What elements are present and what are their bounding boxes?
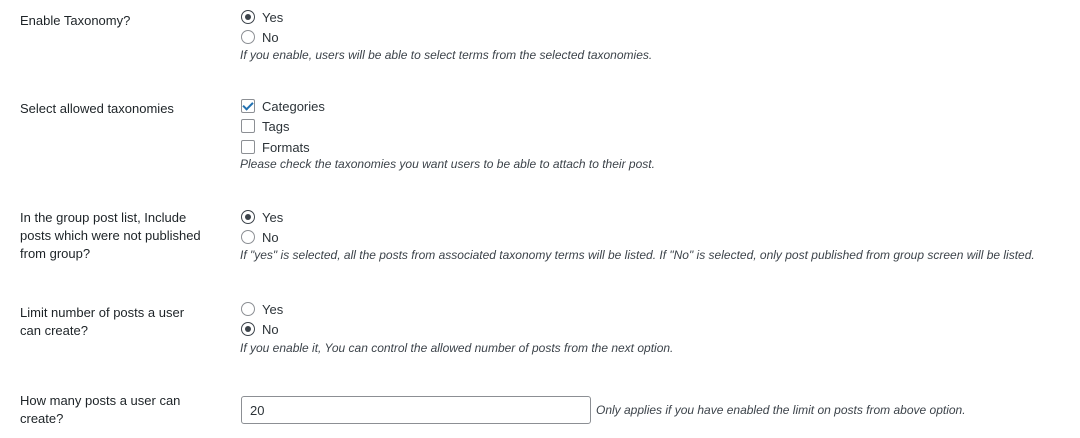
radio-button-checked[interactable] [241, 210, 255, 224]
posts-count-label [20, 392, 225, 428]
taxonomy-formats-option[interactable] [241, 138, 310, 156]
checkbox[interactable] [241, 140, 255, 154]
radio-button-checked[interactable] [241, 322, 255, 336]
posts-count-description: Only applies if you have enabled the limit on posts from above option. [596, 403, 966, 417]
checkbox-checked[interactable] [241, 99, 255, 113]
option-label: Formats [262, 139, 310, 155]
checkbox[interactable] [241, 119, 255, 133]
label-line: How many posts a user can [20, 393, 181, 408]
option-label: No [262, 321, 279, 337]
option-label: No [262, 229, 279, 245]
include-unpublished-no-option[interactable] [241, 228, 279, 246]
option-label: Tags [262, 118, 290, 134]
allowed-taxonomies-label: Select allowed taxonomies [20, 101, 174, 116]
taxonomy-tags-option[interactable] [241, 117, 289, 135]
label-line: can create? [20, 323, 88, 338]
limit-posts-description: If you enable it, You can control the allowed number of posts from the next option. [240, 341, 674, 355]
radio-button[interactable] [241, 302, 255, 316]
label-line: create? [20, 411, 64, 426]
enable-taxonomy-label: Enable Taxonomy? [20, 13, 131, 28]
radio-button-checked[interactable] [241, 10, 255, 24]
label-line: In the group post list, Include [20, 210, 187, 225]
enable-taxonomy-description: If you enable, users will be able to select terms from the selected taxonomies. [240, 48, 653, 62]
option-label: No [262, 29, 279, 45]
limit-posts-label [20, 304, 225, 340]
limit-posts-no-option[interactable] [241, 320, 279, 338]
posts-count-input[interactable] [241, 396, 591, 424]
radio-button[interactable] [241, 30, 255, 44]
enable-taxonomy-yes-option[interactable] [241, 8, 283, 26]
enable-taxonomy-no-option[interactable] [241, 28, 279, 46]
label-line: posts which were not published [20, 228, 201, 243]
include-unpublished-yes-option[interactable] [241, 208, 283, 226]
label-line: from group? [20, 246, 91, 261]
radio-button[interactable] [241, 230, 255, 244]
include-unpublished-description: If "yes" is selected, all the posts from associated taxonomy terms will be listed. If "No" is selected, only post published from group screen will be listed. [240, 248, 1035, 262]
option-label: Yes [262, 301, 284, 317]
label-line: Limit number of posts a user [20, 305, 185, 320]
option-label: Yes [262, 9, 284, 25]
option-label: Categories [262, 98, 325, 114]
include-unpublished-label [20, 209, 225, 263]
taxonomy-categories-option[interactable] [241, 97, 325, 115]
allowed-taxonomies-description: Please check the taxonomies you want users to be able to attach to their post. [240, 157, 655, 171]
limit-posts-yes-option[interactable] [241, 300, 283, 318]
option-label: Yes [262, 209, 284, 225]
